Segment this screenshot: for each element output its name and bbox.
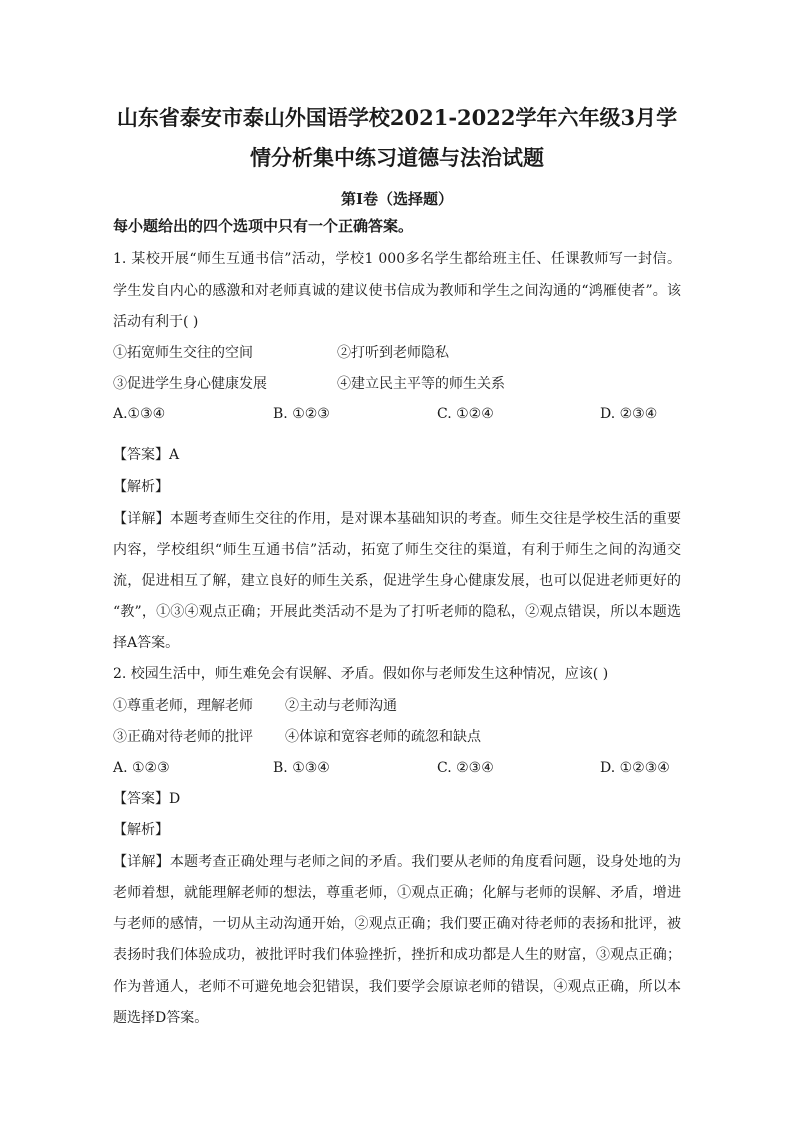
q2-stem-line-1: 2. 校园生活中，师生难免会有误解、矛盾。假如你与老师发生这种情况，应该( ) xyxy=(113,666,609,682)
q1-detail-line-2: 内容，学校组织“师生互通书信”活动，拓宽了师生交往的渠道，有利于师生之间的沟通交 xyxy=(113,542,681,558)
q1-option-b: B. ①②③ xyxy=(273,406,330,422)
q1-option-d: D. ②③④ xyxy=(600,406,658,422)
q1-statement-3: ③促进学生身心健康发展 xyxy=(113,376,267,392)
q1-stem-line-2: 学生发自内心的感激和对老师真诚的建议使书信成为教师和学生之间沟通的“鸿雁使者”。该 xyxy=(113,283,681,299)
q1-detail-line-1: 【详解】本题考查师生交往的作用，是对课本基础知识的考查。师生交往是学校生活的重要 xyxy=(113,511,681,527)
q2-statement-3: ③正确对待老师的批评 xyxy=(113,729,253,745)
q1-detail-line-4: “教”，①③④观点正确；开展此类活动不是为了打听老师的隐私，②观点错误，所以本题选 xyxy=(113,604,681,620)
q2-analysis-label: 【解析】 xyxy=(113,822,169,838)
q2-detail-line-4: 表扬时我们体验成功，被批评时我们体验挫折，挫折和成功都是人生的财富，③观点正确； xyxy=(113,947,681,963)
q1-statement-2: ②打听到老师隐私 xyxy=(337,345,449,361)
q2-detail-line-2: 老师着想，就能理解老师的想法，尊重老师，①观点正确；化解与老师的误解、矛盾，增进 xyxy=(113,885,681,901)
q1-detail-line-5: 择A答案。 xyxy=(113,635,180,651)
q2-statement-1: ①尊重老师，理解老师 xyxy=(113,698,253,714)
q1-statement-4: ④建立民主平等的师生关系 xyxy=(337,376,505,392)
q2-option-c: C. ②③④ xyxy=(437,760,494,776)
q2-option-a: A. ①②③ xyxy=(113,760,170,776)
q1-stem-line-3: 活动有利于( ) xyxy=(113,314,199,330)
q1-stem-line-1: 1. 某校开展“师生互通书信”活动，学校1 000多名学生都给班主任、任课教师写一封信。 xyxy=(113,251,681,267)
q1-analysis-label: 【解析】 xyxy=(113,479,169,495)
exam-title-line-2: 情分析集中练习道德与法治试题 xyxy=(250,145,544,170)
q1-option-a: A.①③④ xyxy=(113,406,166,422)
section-heading: 第I卷（选择题） xyxy=(340,190,454,208)
q1-detail-line-3: 流，促进相互了解，建立良好的师生关系，促进学生身心健康发展，也可以促进老师更好的 xyxy=(113,573,681,589)
q2-detail-line-3: 与老师的感情，一切从主动沟通开始，②观点正确；我们要正确对待老师的表扬和批评，被 xyxy=(113,916,681,932)
q1-option-c: C. ①②④ xyxy=(437,406,494,422)
q1-answer: 【答案】A xyxy=(113,447,180,463)
instruction: 每小题给出的四个选项中只有一个正确答案。 xyxy=(113,217,414,235)
q2-detail-line-1: 【详解】本题考查正确处理与老师之间的矛盾。我们要从老师的角度看问题，设身处地的为 xyxy=(113,854,681,870)
q2-option-d: D. ①②③④ xyxy=(600,760,670,776)
q1-statement-1: ①拓宽师生交往的空间 xyxy=(113,345,253,361)
q2-detail-line-6: 题选择D答案。 xyxy=(113,1010,209,1026)
q2-answer: 【答案】D xyxy=(113,791,181,807)
exam-title-line-1: 山东省泰安市泰山外国语学校2021-2022学年六年级3月学 xyxy=(116,105,678,130)
q2-detail-line-5: 作为普通人，老师不可避免地会犯错误，我们要学会原谅老师的错误，④观点正确，所以本 xyxy=(113,979,681,995)
q2-option-b: B. ①③④ xyxy=(273,760,330,776)
q2-statement-2: ②主动与老师沟通 xyxy=(285,698,397,714)
q2-statement-4: ④体谅和宽容老师的疏忽和缺点 xyxy=(285,729,481,745)
